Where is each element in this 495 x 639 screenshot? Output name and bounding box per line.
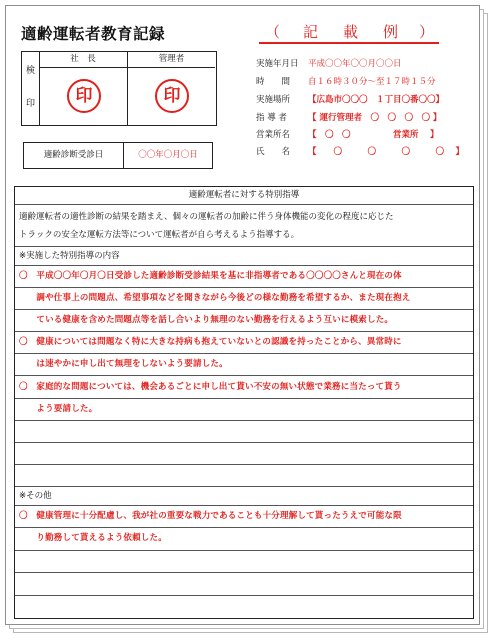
other-line [15,596,473,617]
other-line: 〇 健康管理に十分配慮し、我が社の重要な戦力であることも十分理解して貰ったうえで可能な限 [15,506,473,528]
president-stamp-cell [39,52,128,125]
president-header: 社 長 [39,52,127,68]
info-row-time: 時 間 自１６時３０分～至１７時１５分 [256,77,436,87]
guidance-line: よう要請した。 [15,399,473,421]
guidance-line [15,465,473,487]
special-guidance-form [14,186,474,619]
diagnosis-date-value: 〇〇年〇月〇日 [138,150,198,160]
guidance-line: は速やかに申し出て無理をしないよう要請した。 [15,354,473,376]
president-seal-icon: 印 [67,79,101,113]
form-intro: 適齢運転者の適性診断の結果を踏まえ、個々の運転者の加齢に伴う身体機能の変化の程度に応じた トラックの安全な運転方法等について運転者が自ら考えるよう指導する。 [15,205,473,247]
example-paren-open: （ [265,23,281,41]
info-row-name: 氏 名 【 〇 〇 〇 〇 】 [256,147,464,157]
inspection-label: 検 印 [22,52,40,125]
other-line [15,551,473,573]
info-row-office: 営業所名 【 〇 〇 営業所 】 [256,130,439,140]
info-row-instructor: 指 導 者 【 運行管理者 〇 〇 〇 〇 】 [256,113,442,123]
example-stamp-label [259,18,439,44]
example-underline [259,42,439,44]
diagnosis-date-box [23,142,213,169]
document-title: 適齢運転者教育記録 [21,25,166,43]
example-char-3: 例 [383,23,399,41]
info-row-place: 実施場所 【広島市〇〇〇 １丁目〇番〇〇】 [256,95,445,105]
guidance-line: 調や仕事上の問題点、希望事項などを聞きながら今後どの様な勤務を希望するか、また現在抱え [15,288,473,310]
form-header: 適齢運転者に対する特別指導 [15,187,473,205]
guidance-line: 〇 平成〇〇年〇月〇日受診した適齢診断受診結果を基に非指導者である〇〇〇〇さんと現在の体 [15,266,473,288]
other-line: り勤務して貰えるよう依頼した。 [15,528,473,550]
section-other: ※その他 [15,487,473,506]
other-line [15,573,473,595]
example-char-1: 記 [303,23,319,41]
manager-stamp-cell [128,52,215,125]
example-char-2: 載 [343,23,359,41]
manager-seal-icon: 印 [155,79,189,113]
section-guidance-content: ※実施した特別指導の内容 [15,247,473,266]
example-paren-close: ） [419,23,435,41]
guidance-line: 〇 健康については問題なく特に大きな持病も抱えていないとの認識を持ったことから、異常時に [15,332,473,354]
guidance-line [15,443,473,465]
guidance-line: ている健康を含めた問題点等を話し合いより無理のない勤務を行えるよう互いに模索した。 [15,310,473,332]
guidance-line: 〇 家庭的な問題については、機会あるごとに申し出て貰い不安の無い状態で業務に当たって貰う [15,377,473,399]
info-row-date: 実施年月日 平成〇〇年〇〇月〇〇日 [256,59,402,69]
approval-stamp-box [21,51,217,126]
guidance-line [15,421,473,443]
manager-header: 管理者 [128,52,215,68]
diagnosis-date-label: 適齢診断受診日 [24,143,124,168]
